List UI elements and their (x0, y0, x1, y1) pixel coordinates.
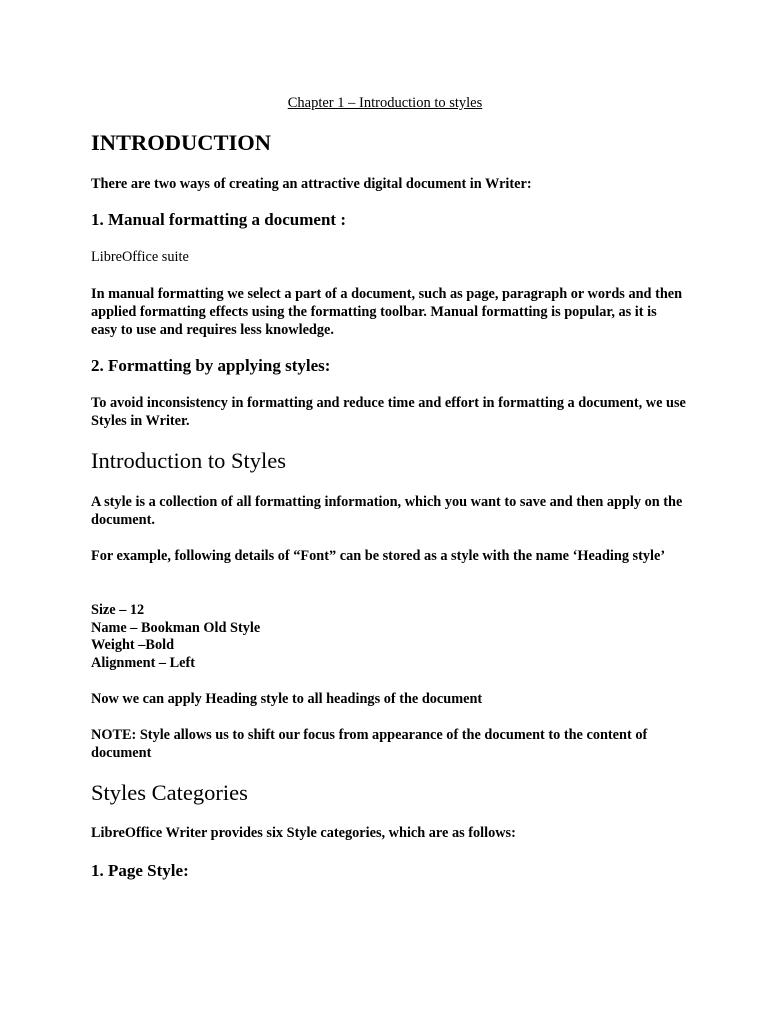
font-detail-weight: Weight –Bold (91, 637, 175, 653)
styles-formatting-paragraph: To avoid inconsistency in formatting and reduce time and effort in formatting a document, we use Styles in Writer. (91, 395, 686, 429)
introduction-to-styles-heading: Introduction to Styles (91, 448, 286, 473)
manual-formatting-heading: 1. Manual formatting a document : (91, 210, 346, 229)
style-definition-paragraph: A style is a collection of all formatting information, which you want to save and then apply on the document. (91, 494, 683, 528)
example-paragraph: For example, following details of “Font” can be stored as a style with the name ‘Heading style’ (91, 548, 666, 564)
categories-paragraph: LibreOffice Writer provides six Style categories, which are as follows: (91, 825, 516, 841)
introduction-heading: INTRODUCTION (91, 130, 272, 155)
note-paragraph: NOTE: Style allows us to shift our focus from appearance of the document to the content of document (91, 727, 648, 761)
styles-categories-heading: Styles Categories (91, 780, 248, 805)
chapter-title: Chapter 1 – Introduction to styles (287, 95, 483, 111)
font-detail-alignment: Alignment – Left (91, 655, 196, 671)
font-detail-size: Size – 12 (91, 602, 145, 618)
apply-style-paragraph: Now we can apply Heading style to all headings of the document (91, 691, 483, 707)
intro-paragraph: There are two ways of creating an attractive digital document in Writer: (91, 176, 532, 192)
manual-formatting-paragraph: In manual formatting we select a part of a document, such as page, paragraph or words and then applied formatting effects using the formatting toolbar. Manual formatting is popular, as it is easy to use and requires less knowledge. (91, 286, 683, 338)
font-detail-name: Name – Bookman Old Style (91, 620, 261, 636)
suite-text: LibreOffice suite (91, 249, 189, 265)
page-style-heading: 1. Page Style: (91, 861, 189, 880)
styles-formatting-heading: 2. Formatting by applying styles: (91, 356, 331, 375)
